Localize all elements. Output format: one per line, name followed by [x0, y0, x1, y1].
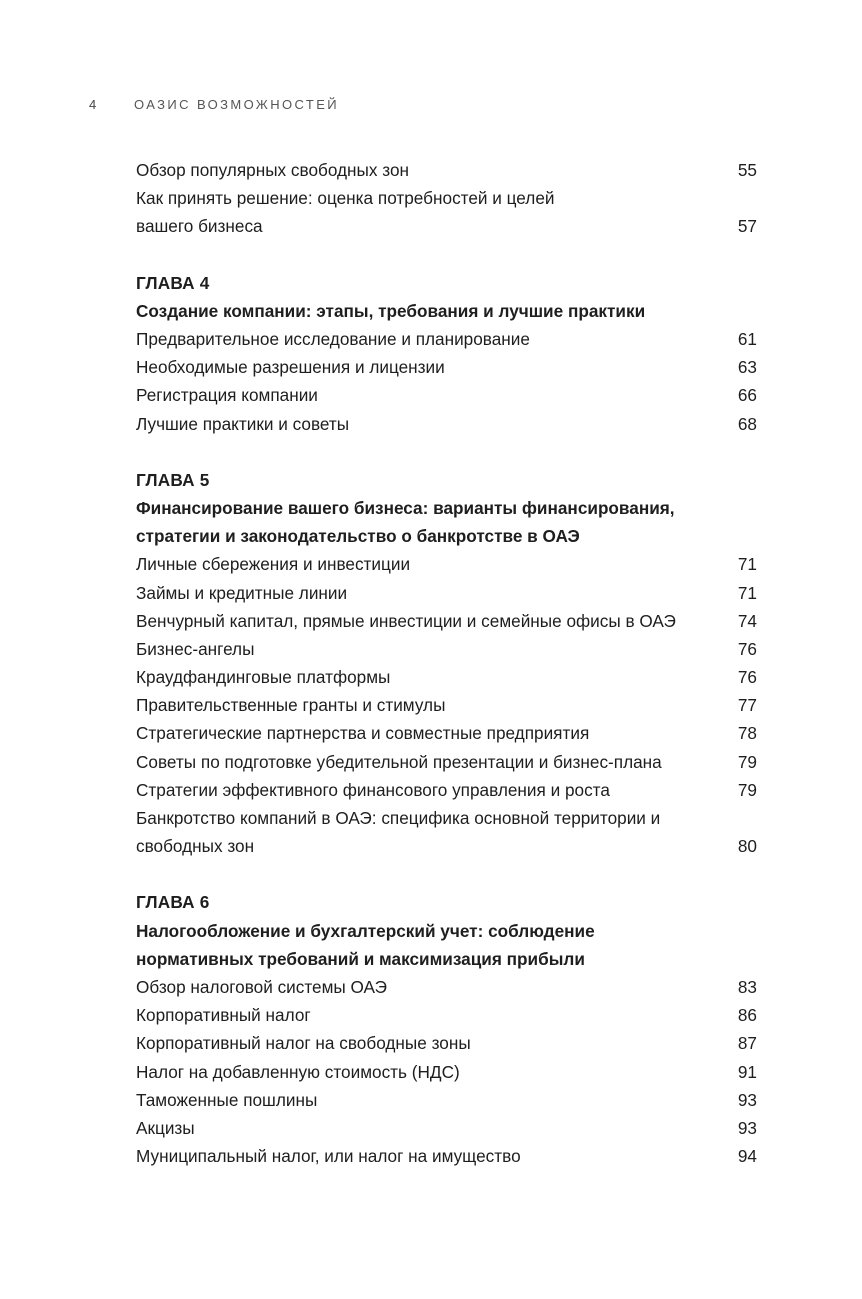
- toc-entry[interactable]: [136, 381, 757, 409]
- chapter-5-section: [136, 466, 757, 861]
- toc-entry-title: Венчурный капитал, прямые инвестиции и семейные офисы в ОАЭ: [136, 610, 676, 631]
- toc-entry-page: 77: [737, 695, 757, 716]
- toc-entry-page: 57: [737, 216, 757, 237]
- toc-entry-title: Предварительное исследование и планирование: [136, 328, 530, 349]
- toc-entry-page: 71: [737, 582, 757, 603]
- toc-entry-title: Лучшие практики и советы: [136, 413, 350, 434]
- toc-entry-page: 91: [737, 1061, 757, 1082]
- toc-entry-title: Корпоративный налог: [136, 1005, 311, 1026]
- toc-entry-page: 63: [737, 357, 757, 378]
- toc-entry-title: Займы и кредитные линии: [136, 582, 348, 603]
- chapter-label: ГЛАВА 5: [136, 469, 210, 490]
- toc-entry-title: Обзор налоговой системы ОАЭ: [136, 977, 387, 998]
- toc-entry-title: Правительственные гранты и стимулы: [136, 695, 446, 716]
- page-number: 4: [89, 97, 97, 112]
- toc-entry-title: Обзор популярных свободных зон: [136, 160, 410, 180]
- toc-entry-page: 87: [737, 1033, 757, 1054]
- toc-entry[interactable]: [136, 1142, 757, 1170]
- toc-entry-page: 68: [737, 413, 757, 434]
- toc-entry-title: Стратегии эффективного финансового управления и роста: [136, 779, 610, 800]
- toc-entry-title: Таможенные пошлины: [136, 1089, 318, 1110]
- toc-entry-title: Акцизы: [136, 1117, 195, 1138]
- toc-entry[interactable]: [136, 156, 757, 184]
- toc-entry-page: 83: [737, 977, 757, 998]
- toc-entry-title: Бизнес-ангелы: [136, 638, 255, 659]
- toc-entry[interactable]: [136, 635, 757, 663]
- toc-entry-title: Как принять решение: оценка потребностей и целей вашего бизнеса: [136, 188, 555, 237]
- toc-entry-title: Регистрация компании: [136, 385, 318, 406]
- toc-entry-page: 79: [737, 779, 757, 800]
- toc-entry-page: 93: [737, 1089, 757, 1110]
- toc-entry-page: 74: [737, 610, 757, 631]
- book-title: ОАЗИС ВОЗМОЖНОСТЕЙ: [134, 97, 340, 112]
- toc-entry[interactable]: [136, 691, 757, 719]
- toc-entry[interactable]: [136, 550, 757, 578]
- toc-entry-title: Краудфандинговые платформы: [136, 667, 391, 688]
- toc-entry-page: 76: [737, 667, 757, 688]
- toc-entry[interactable]: [136, 184, 757, 240]
- toc-entry-page: 71: [737, 554, 757, 575]
- toc-entry[interactable]: [136, 776, 757, 804]
- toc-entry[interactable]: [136, 410, 757, 438]
- toc-entry-title: Необходимые разрешения и лицензии: [136, 357, 445, 378]
- toc-entry[interactable]: [136, 663, 757, 691]
- toc-entry-title: Советы по подготовке убедительной презентации и бизнес-плана: [136, 751, 662, 772]
- toc-entry-page: 94: [737, 1146, 757, 1167]
- toc-entry[interactable]: [136, 1086, 757, 1114]
- toc-entry[interactable]: [136, 579, 757, 607]
- toc-entry-title: Личные сбережения и инвестиции: [136, 554, 411, 575]
- toc-entry[interactable]: [136, 607, 757, 635]
- toc-entry[interactable]: [136, 1114, 757, 1142]
- toc-entry-title: Банкротство компаний в ОАЭ: специфика основной территории и свободных зон: [136, 808, 661, 857]
- toc-entry-page: 55: [737, 160, 757, 180]
- toc-entry-title: Корпоративный налог на свободные зоны: [136, 1033, 471, 1054]
- toc-entry[interactable]: [136, 804, 757, 860]
- toc-entry[interactable]: [136, 325, 757, 353]
- toc-entry-title: Налог на добавленную стоимость (НДС): [136, 1061, 460, 1082]
- chapter-4-section: [136, 269, 757, 438]
- toc-entry-page: 66: [737, 385, 757, 406]
- chapter-title[interactable]: Создание компании: этапы, требования и лучшие практики: [136, 300, 646, 321]
- toc-entry[interactable]: [136, 719, 757, 747]
- toc-entry-page: 76: [737, 638, 757, 659]
- chapter-label: ГЛАВА 4: [136, 272, 210, 293]
- toc-entry[interactable]: [136, 1058, 757, 1086]
- toc-entry[interactable]: [136, 748, 757, 776]
- toc-entry[interactable]: [136, 1029, 757, 1057]
- toc-entry[interactable]: [136, 1001, 757, 1029]
- chapter-title[interactable]: Налогообложение и бухгалтерский учет: соблюдение нормативных требований и максимизация прибыли: [136, 920, 595, 969]
- toc-entry-page: 79: [737, 751, 757, 772]
- chapter-title[interactable]: Финансирование вашего бизнеса: варианты финансирования, стратегии и законодательство о банкротстве в ОАЭ: [136, 497, 675, 547]
- chapter-label: ГЛАВА 6: [136, 892, 210, 913]
- toc-entry-page: 93: [737, 1117, 757, 1138]
- toc-entry[interactable]: [136, 973, 757, 1001]
- toc-entry-page: 80: [737, 836, 757, 857]
- running-header: [89, 97, 339, 112]
- table-of-contents: [136, 156, 757, 1170]
- chapter-6-section: [136, 888, 757, 1170]
- toc-entry-title: Стратегические партнерства и совместные предприятия: [136, 723, 590, 744]
- toc-entry-title: Муниципальный налог, или налог на имущество: [136, 1146, 521, 1167]
- toc-entry-page: 78: [737, 723, 757, 744]
- toc-entry-page: 61: [737, 328, 757, 349]
- toc-entry[interactable]: [136, 353, 757, 381]
- toc-entry-page: 86: [737, 1005, 757, 1026]
